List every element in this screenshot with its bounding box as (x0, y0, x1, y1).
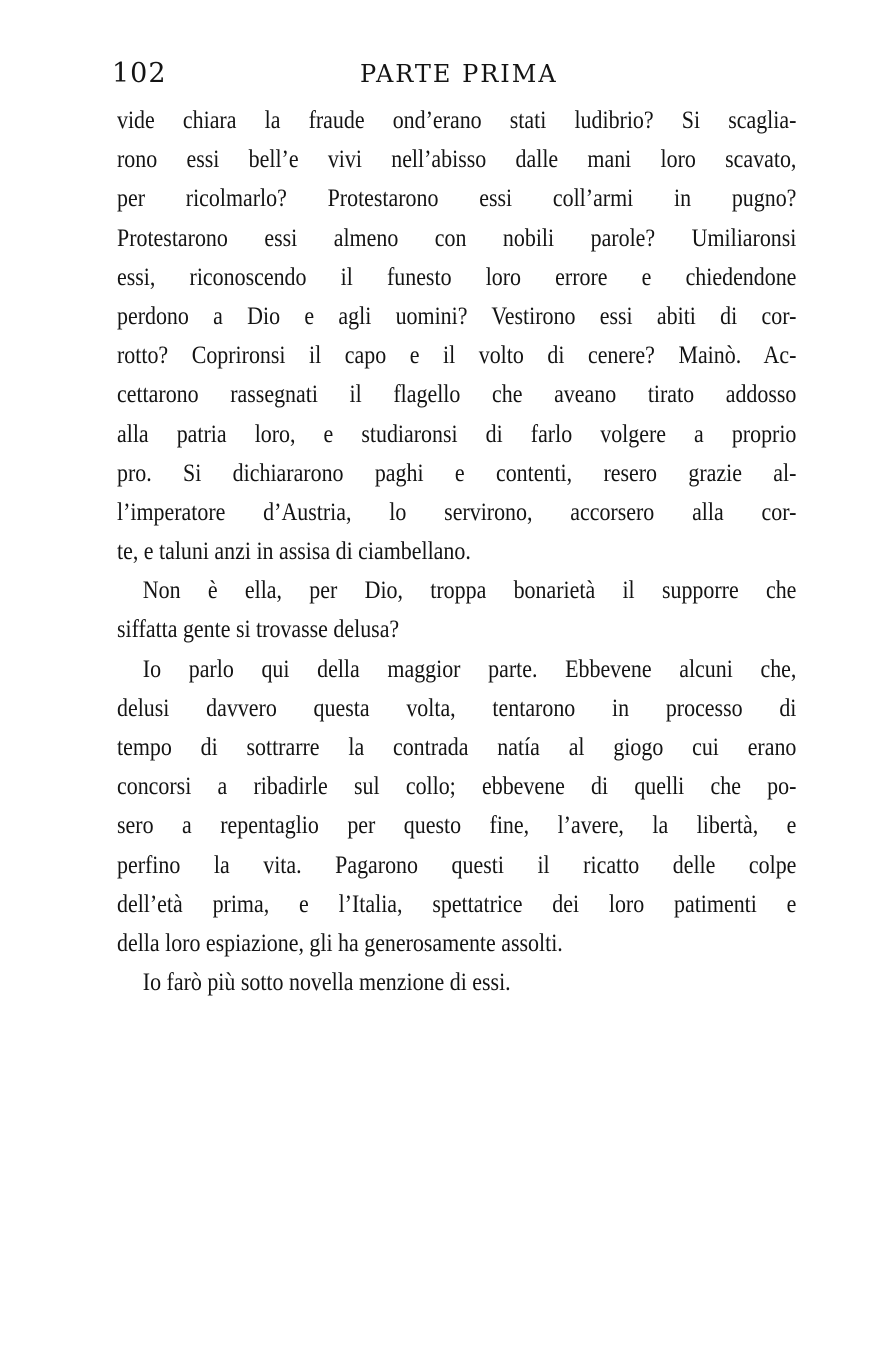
text-line: rono essi bell’e vivi nell’abisso dalle mani loro scavato, (117, 144, 797, 174)
text-line: delusi davvero questa volta, tentarono in processo di (117, 692, 797, 722)
text-line: siffatta gente si trovasse delusa? (117, 614, 400, 644)
text-line: sero a repentaglio per questo fine, l’avere, la libertà, e (117, 810, 797, 840)
text-line: Io farò più sotto novella menzione di essi. (142, 967, 511, 997)
body-text (117, 100, 797, 1001)
text-line: Io parlo qui della maggior parte. Ebbevene alcuni che, (142, 653, 797, 683)
text-line: perdono a Dio e agli uomini? Vestirono essi abiti di cor- (117, 300, 797, 330)
text-line: cettarono rassegnati il flagello che aveano tirato addosso (117, 379, 797, 409)
text-line: Protestarono essi almeno con nobili parole? Umiliaronsi (117, 222, 797, 252)
text-line: pro. Si dichiararono paghi e contenti, resero grazie al- (117, 457, 797, 487)
text-line: rotto? Coprironsi il capo e il volto di cenere? Mainò. Ac- (117, 340, 797, 370)
text-line: l’imperatore d’Austria, lo servirono, accorsero alla cor- (117, 496, 797, 526)
text-line: dell’età prima, e l’Italia, spettatrice dei loro patimenti e (117, 888, 797, 918)
text-line: concorsi a ribadirle sul collo; ebbevene di quelli che po- (117, 771, 797, 801)
text-line: della loro espiazione, gli ha generosamente assolti. (117, 927, 563, 957)
text-line: per ricolmarlo? Protestarono essi coll’armi in pugno? (117, 183, 797, 213)
running-head (112, 58, 802, 98)
text-line: te, e taluni anzi in assisa di ciambellano. (117, 536, 471, 566)
text-line: tempo di sottrarre la contrada natía al giogo cui erano (117, 732, 797, 761)
page-number: 102 (112, 58, 167, 89)
text-line: alla patria loro, e studiaronsi di farlo volgere a proprio (117, 418, 797, 448)
text-line: Non è ella, per Dio, troppa bonarietà il supporre che (142, 575, 797, 605)
text-line: vide chiara la fraude ond’erano stati ludibrio? Si scaglia- (117, 105, 797, 134)
running-title: PARTE PRIMA (360, 60, 558, 88)
text-line: perfino la vita. Pagarono questi il ricatto delle colpe (117, 849, 797, 879)
text-line: essi, riconoscendo il funesto loro errore e chiedendone (117, 261, 797, 291)
